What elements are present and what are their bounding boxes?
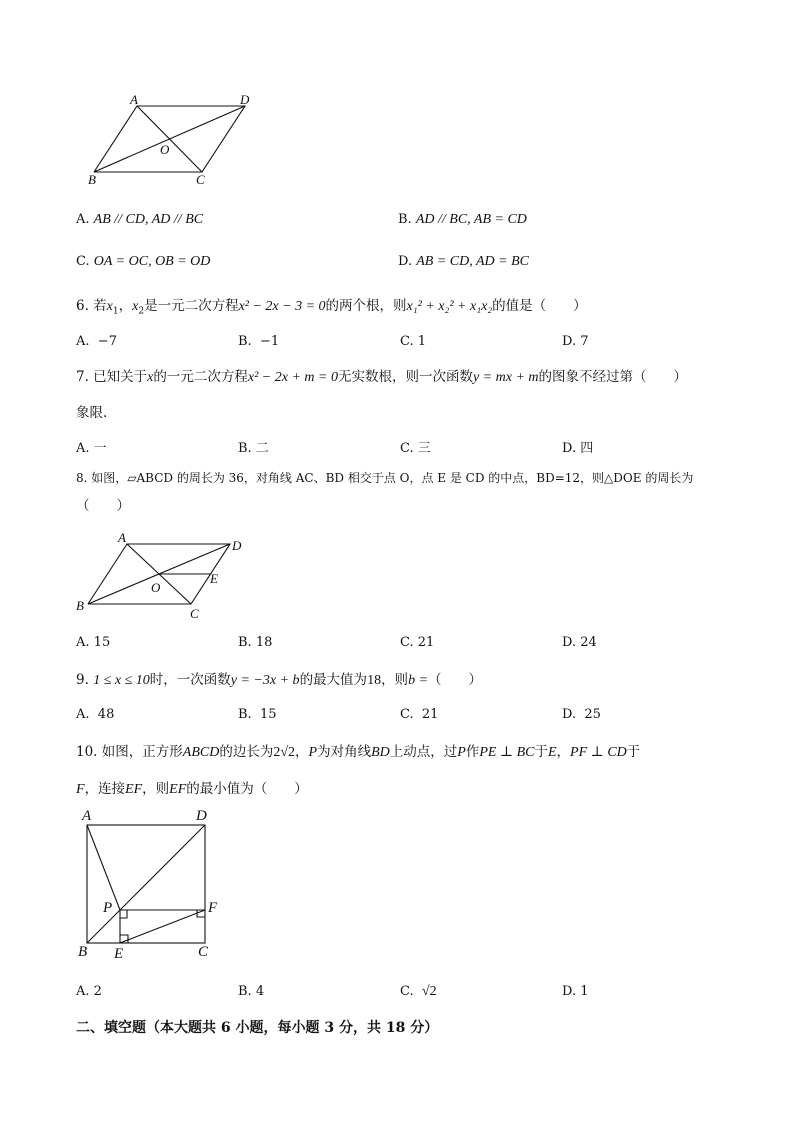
var-x1: x	[106, 299, 113, 314]
q7-option-a[interactable]	[76, 437, 107, 456]
option-letter: B.	[238, 441, 252, 456]
text: 7. 已知关于	[76, 369, 148, 385]
q8-option-a[interactable]	[76, 635, 110, 650]
option-text: 7	[580, 334, 589, 349]
option-text: 15	[93, 635, 111, 650]
fig3-label-c: C	[198, 944, 209, 960]
value: 18	[367, 673, 382, 688]
q10-option-c[interactable]	[400, 984, 437, 1000]
fig3-label-e: E	[114, 946, 124, 962]
q8-option-c[interactable]	[400, 635, 434, 650]
text: 的值是（ ）	[492, 298, 587, 314]
text: ，则	[142, 781, 170, 797]
q9-number: 9.	[76, 672, 89, 688]
sub-2: 2	[138, 306, 145, 317]
option-letter: C.	[400, 984, 414, 999]
option-letter: C.	[400, 707, 414, 722]
option-text: −1	[259, 334, 280, 349]
perp-pf: PF ⊥ CD	[570, 745, 627, 760]
option-text: AB = CD, AD = BC	[416, 254, 529, 269]
figure-parallelogram-1	[80, 88, 260, 188]
q7-option-c[interactable]	[400, 437, 431, 456]
q6-option-c[interactable]	[400, 334, 426, 349]
option-letter: A.	[76, 212, 90, 227]
function: y = mx + m	[472, 370, 539, 385]
q8-option-b[interactable]	[238, 635, 272, 650]
option-text: 25	[584, 707, 601, 722]
segment-ef: EF	[169, 782, 187, 797]
fig3-label-f: F	[208, 900, 218, 916]
option-text: 二	[255, 441, 269, 456]
text: 的最大值为	[299, 672, 368, 688]
option-letter: C.	[400, 441, 414, 456]
option-letter: B.	[238, 984, 252, 999]
var-x: x	[147, 370, 154, 385]
option-text: 48	[97, 707, 115, 722]
fig1-label-o: O	[160, 142, 170, 157]
segment-ef: EF	[125, 782, 143, 797]
q5-option-d[interactable]	[398, 254, 529, 270]
option-letter: C.	[400, 334, 414, 349]
option-letter: D.	[398, 254, 413, 269]
figure-square	[80, 818, 220, 953]
q10-stem-line2	[76, 780, 308, 799]
option-letter: C.	[400, 635, 414, 650]
option-text: 21	[417, 635, 435, 650]
text: ，则	[381, 672, 409, 688]
option-text: 一	[93, 441, 107, 456]
option-text: −7	[97, 334, 117, 349]
text: 的一元二次方程	[153, 369, 248, 385]
option-text: 四	[580, 441, 594, 456]
q8-stem-line2: （ ）	[76, 498, 130, 514]
text: 上动点，过	[389, 744, 458, 760]
text: 的两个根，则	[325, 298, 407, 314]
perp-pe: PE ⊥ BC	[479, 745, 535, 760]
text: 时，一次函数	[149, 672, 231, 688]
fig1-label-a: A	[130, 92, 138, 107]
text: 10. 如图，正方形	[76, 744, 183, 760]
text: ，	[295, 744, 309, 760]
q7-stem	[76, 368, 687, 387]
option-letter: B.	[238, 334, 252, 349]
option-letter: A.	[76, 635, 90, 650]
fig2-label-b: B	[76, 598, 84, 613]
option-text: 1	[580, 984, 589, 999]
var-x2: x	[132, 299, 139, 314]
q10-option-d[interactable]	[562, 984, 589, 999]
text: 于	[534, 744, 548, 760]
section-heading: 二、填空题（本大题共 6 小题，每小题 3 分，共 18 分）	[76, 1020, 439, 1036]
point-p: P	[457, 745, 466, 760]
option-letter: B.	[238, 707, 252, 722]
text: 无实数根，则一次函数	[337, 369, 473, 385]
option-letter: A.	[76, 984, 90, 999]
condition: 1 ≤ x ≤ 10	[93, 673, 150, 688]
q6-option-a[interactable]	[76, 334, 117, 349]
fig3-label-p: P	[103, 900, 113, 916]
q9-option-b[interactable]	[238, 707, 277, 722]
text: ，	[556, 744, 571, 760]
q10-option-a[interactable]	[76, 984, 102, 999]
option-letter: D.	[562, 635, 577, 650]
option-text: √2	[421, 984, 437, 999]
text: 的边长为	[219, 744, 274, 760]
text: ，连接	[84, 781, 126, 797]
option-letter: B.	[238, 635, 252, 650]
equation: x² − 2x + m = 0	[247, 370, 338, 385]
q9-stem	[76, 671, 482, 690]
q8-option-d[interactable]	[562, 635, 597, 650]
option-letter: D.	[562, 984, 577, 999]
q10-stem	[76, 743, 640, 762]
option-letter: D.	[562, 441, 577, 456]
q9-option-d[interactable]	[562, 707, 601, 722]
text: 为对角线	[317, 744, 372, 760]
text: 的最小值为（ ）	[186, 781, 308, 797]
point-e: E	[547, 745, 557, 760]
fig2-label-d: D	[232, 538, 242, 553]
option-text: AB // CD, AD // BC	[93, 212, 204, 227]
fig3-label-b: B	[78, 944, 88, 960]
function: y = −3x + b	[230, 673, 300, 688]
option-letter: D.	[562, 334, 577, 349]
fig2-label-e: E	[210, 571, 218, 586]
q6-option-d[interactable]	[562, 334, 589, 349]
option-letter: C.	[76, 254, 90, 269]
text: 作	[465, 744, 480, 760]
option-text: AD // BC, AB = CD	[415, 212, 527, 227]
side-length: 2√2	[273, 745, 296, 760]
q5-option-a[interactable]	[76, 212, 203, 228]
option-text: 1	[417, 334, 427, 349]
q9-option-a[interactable]	[76, 707, 114, 722]
option-letter: A.	[76, 441, 90, 456]
q10-option-b[interactable]	[238, 984, 264, 999]
q5-option-c[interactable]	[76, 254, 210, 270]
option-letter: A.	[76, 707, 90, 722]
option-text: OA = OC, OB = OD	[93, 254, 211, 269]
figure-parallelogram-2	[80, 530, 250, 620]
text: 的图象不经过第（ ）	[538, 369, 688, 385]
option-text: 2	[93, 984, 102, 999]
diagonal-bd: BD	[371, 745, 390, 760]
option-text: 4	[255, 984, 265, 999]
fig3-label-a: A	[82, 808, 92, 824]
q6-stem	[76, 297, 587, 321]
option-text: 18	[255, 635, 273, 650]
fig2-label-o: O	[151, 580, 161, 595]
q6-option-b[interactable]	[238, 334, 279, 349]
point-p: P	[308, 745, 318, 760]
option-text: 三	[417, 441, 431, 456]
option-letter: A.	[76, 334, 90, 349]
sep: ，	[118, 298, 133, 314]
fig1-label-d: D	[240, 92, 250, 107]
q7-option-b[interactable]	[238, 437, 269, 456]
fig3-label-d: D	[196, 808, 207, 824]
point-f: F	[76, 782, 85, 797]
text: 于	[626, 744, 641, 760]
fig2-label-a: A	[118, 530, 126, 545]
sub-1: 1	[112, 306, 119, 317]
text: （ ）	[428, 672, 483, 688]
fig1-label-b: B	[88, 172, 96, 187]
equation: x² − 2x − 3 = 0	[238, 299, 326, 314]
text: 是一元二次方程	[144, 298, 239, 314]
option-text: 24	[580, 635, 597, 650]
option-letter: B.	[398, 212, 412, 227]
var-b: b =	[408, 673, 429, 688]
option-text: 15	[259, 707, 277, 722]
expression: x₁² + x₂² + x₁x₂	[406, 299, 493, 314]
option-letter: D.	[562, 707, 577, 722]
square-name: ABCD	[182, 745, 220, 760]
fig1-label-c: C	[196, 172, 205, 187]
q6-number: 6. 若	[76, 298, 107, 314]
q7-stem-line2: 象限.	[76, 405, 108, 421]
fig2-label-c: C	[190, 606, 199, 621]
q7-option-d[interactable]	[562, 437, 593, 456]
option-text: 21	[421, 707, 439, 722]
q5-option-b[interactable]	[398, 212, 527, 228]
q9-option-c[interactable]	[400, 707, 438, 722]
q8-stem: 8. 如图，▱ABCD 的周长为 36，对角线 AC、BD 相交于点 O，点 E 是 CD 的中点，BD=12，则△DOE 的周长为	[76, 471, 694, 485]
